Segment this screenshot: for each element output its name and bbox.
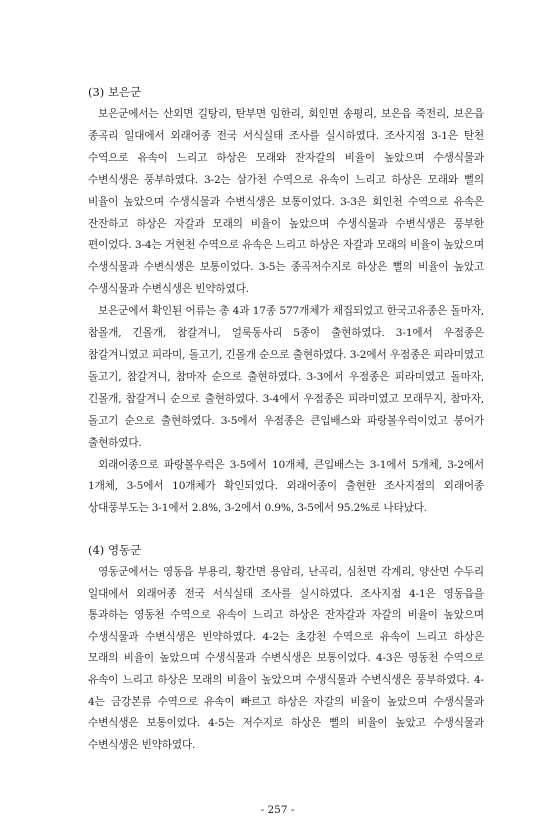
paragraph-invasive-species: 외래어종으로 파랑볼우럭은 3-5에서 10개체, 큰입배스는 3-1에서 5개체, 3-2에서 1개체, 3-5에서 10개체가 확인되었다. 외래어종이 출현한 조사지점의 외래어종 상대풍부도는 3-1에서 2.8%, 3-2에서 0.9%, 3-5에서 95.2%로 나타났다. <box>88 458 484 515</box>
section-heading: (3) 보은군 <box>88 85 142 99</box>
paragraph-fish-species: 보은군에서 확인된 어류는 총 4과 17종 577개체가 채집되었고 한국고유종은 돌마자, 참몰개, 긴몰개, 참갈겨니, 얼룩동사리 5종이 출현하였다. 3-1에서 우점종은 참갈겨니였고 피라미, 돌고기, 긴몰개 순으로 출현하였다. 3-2에서 우점종은 피라미였고 돌고기, 참갈겨니, 참마자 순으로 출현하였다. 3-3에서 우점종은 피라미였고 돌마자, 긴몰개, 참갈겨니 순으로 출현하였다. 3-4에서 우점종은 피라미였고 모래무지, 참마자, 돌고기 순으로 출현하였다. 3-5에서 우점종은 큰입배스와 파랑볼우럭이었고 붕어가 출현하였다. <box>88 305 484 449</box>
section-boeun <box>88 82 484 520</box>
page-number: - 257 - <box>260 804 295 816</box>
section-yeongdong <box>88 540 484 756</box>
paragraph-survey-sites: 보은군에서는 산외면 길탕리, 탄부면 임한리, 회인면 송평리, 보은읍 죽전리, 보은읍 종곡리 일대에서 외래어종 전국 서식실태 조사를 실시하였다. 조사지점 3-1은 탄천 수역으로 유속이 느리고 하상은 모래와 잔자갈의 비율이 높았으며 수생식물과 수변식생은 풍부하였다. 3-2는 삼가천 수역으로 유속이 느리고 하상은 모래와 뻘의 비율이 높았으며 수생식물과 수변식생은 보통이었다. 3-3은 회인천 수역으로 유속은 잔잔하고 하상은 자갈과 모래의 비율이 높았으며 수생식물과 수변식생은 풍부한 편이었다. 3-4는 거현천 수역으로 유속은 느리고 하상은 자갈과 모래의 비율이 높았으며 수생식물과 수변식생은 보통이었다. 3-5는 종곡저수지로 하상은 뻘의 비율이 높았고 수생식물과 수변식생은 빈약하였다. <box>88 108 484 296</box>
paragraph-survey-sites: 영동군에서는 영동읍 부용리, 황간면 용암리, 난곡리, 심천면 각계리, 양산면 수두리 일대에서 외래어종 전국 서식실태 조사를 실시하였다. 조사지점 4-1은 영동읍을 통과하는 영동천 수역으로 유속이 느리고 하상은 잔자갈과 자갈의 비율이 높았으며 수생식물과 수변식생은 빈약하였다. 4-2는 초강천 수역으로 유속이 느리고 하상은 모래의 비율이 높았으며 수생식물과 수변식생은 보통이었다. 4-3은 영동천 수역으로 유속이 느리고 하상은 모래의 비율이 높았으며 수생식물과 수변식생은 풍부하였다. 4-4는 금강본류 수역으로 유속이 빠르고 하상은 자갈의 비율이 높았으며 수생식물과 수변식생은 보통이었다. 4-5는 저수지로 하상은 뻘의 비율이 높았고 수생식물과 수변식생은 빈약하였다. <box>88 566 484 751</box>
section-heading: (4) 영동군 <box>88 543 142 557</box>
